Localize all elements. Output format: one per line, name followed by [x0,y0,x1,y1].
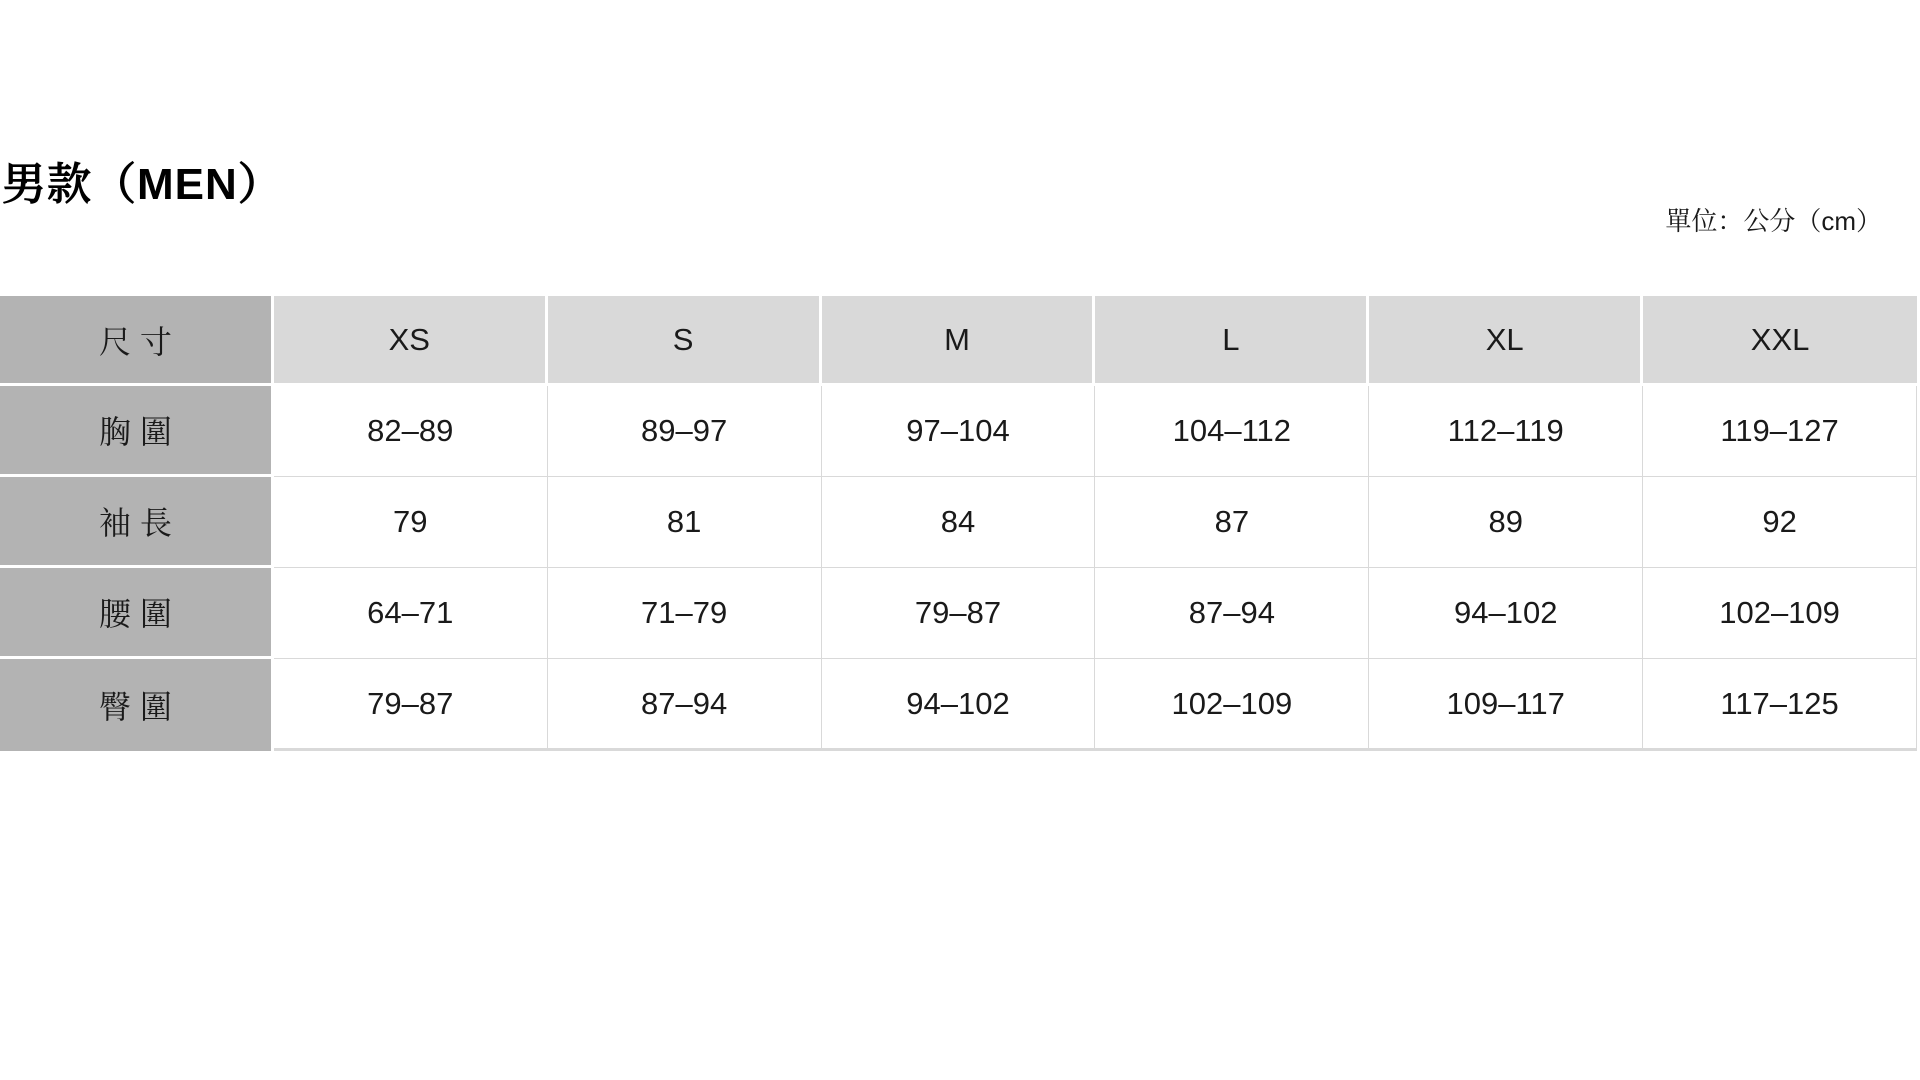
cell-hip-xs: 79–87 [274,659,548,751]
col-header-xs: XS [274,296,548,386]
cell-sleeve-l: 87 [1095,477,1369,568]
col-header-xl: XL [1369,296,1643,386]
page-title: 男款（MEN） [2,160,283,209]
col-header-m: M [822,296,1096,386]
col-header-xxl: XXL [1643,296,1917,386]
cell-waist-xl: 94–102 [1369,568,1643,659]
cell-sleeve-xl: 89 [1369,477,1643,568]
cell-waist-xxl: 102–109 [1643,568,1917,659]
corner-size-label: 尺 寸 [0,296,274,386]
cell-waist-l: 87–94 [1095,568,1369,659]
cell-chest-xxl: 119–127 [1643,386,1917,477]
cell-waist-m: 79–87 [822,568,1096,659]
cell-chest-l: 104–112 [1095,386,1369,477]
cell-sleeve-s: 81 [548,477,822,568]
cell-hip-l: 102–109 [1095,659,1369,751]
cell-chest-s: 89–97 [548,386,822,477]
row-header-hip: 臀 圍 [0,659,274,751]
cell-waist-s: 71–79 [548,568,822,659]
page-header [0,0,1920,296]
unit-note: 單位：公分（cm） [1665,206,1882,236]
cell-hip-xxl: 117–125 [1643,659,1917,751]
cell-hip-s: 87–94 [548,659,822,751]
cell-hip-xl: 109–117 [1369,659,1643,751]
size-chart-table [0,296,1917,751]
col-header-l: L [1095,296,1369,386]
cell-chest-xl: 112–119 [1369,386,1643,477]
row-header-waist: 腰 圍 [0,568,274,659]
cell-chest-xs: 82–89 [274,386,548,477]
row-header-chest: 胸 圍 [0,386,274,477]
cell-chest-m: 97–104 [822,386,1096,477]
cell-sleeve-xs: 79 [274,477,548,568]
row-header-sleeve-length: 袖 長 [0,477,274,568]
cell-sleeve-xxl: 92 [1643,477,1917,568]
cell-waist-xs: 64–71 [274,568,548,659]
cell-hip-m: 94–102 [822,659,1096,751]
cell-sleeve-m: 84 [822,477,1096,568]
col-header-s: S [548,296,822,386]
